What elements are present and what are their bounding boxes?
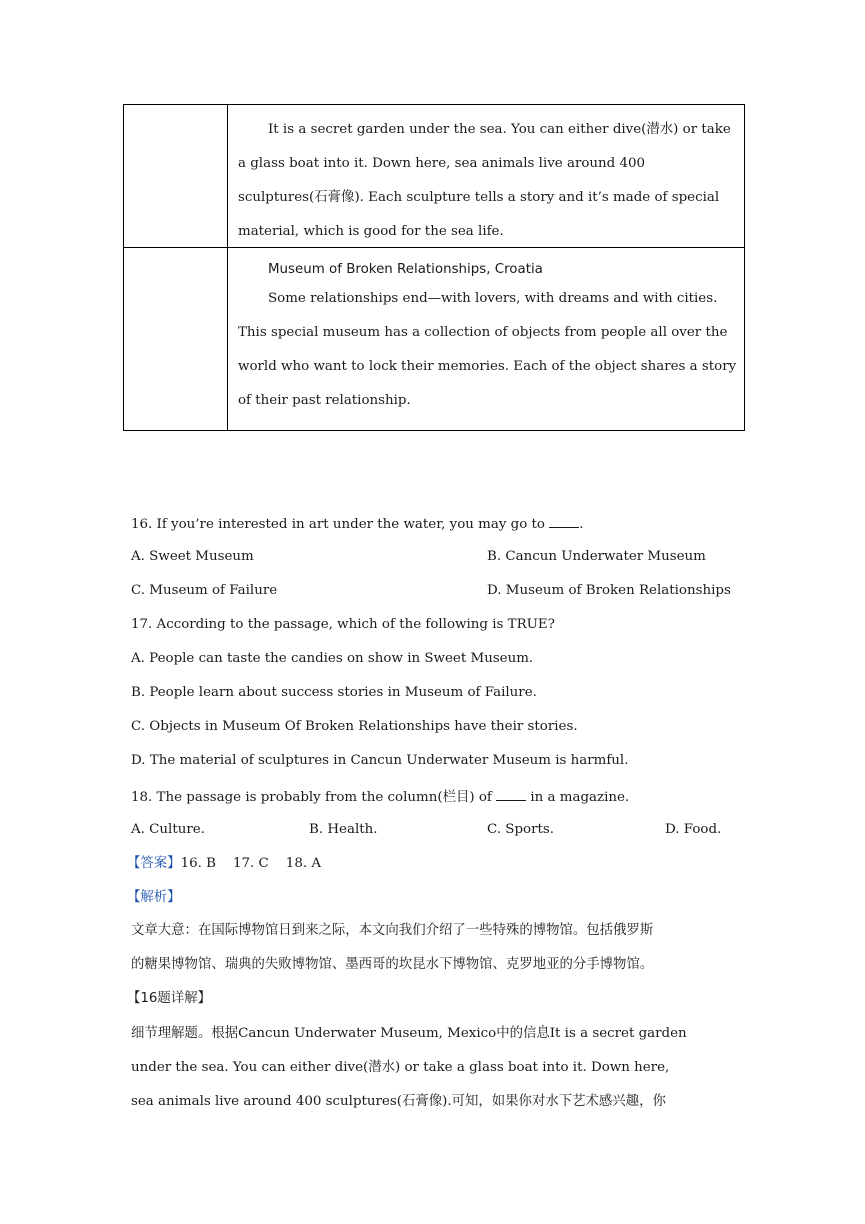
answer-values: 16. B 17. C 18. A [180,856,322,871]
table-cell [228,248,745,431]
option-18-d: D. Food. [665,822,722,837]
question-18-stem [131,786,741,808]
option-17-d: D. The material of sculptures in Cancun Underwater Museum is harmful. [131,753,629,768]
table-row [124,105,745,248]
question-text: 18. The passage is probably from the column(栏目) of [131,790,497,805]
question-text: 16. If you’re interested in art under the water, you may go to [131,517,550,532]
question-16-stem [131,513,741,535]
answer-line [127,854,737,874]
answer-blank [549,513,579,528]
summary-line: 文章大意：在国际博物馆日到来之际，本文向我们介绍了一些特殊的博物馆。包括俄罗斯 [131,923,654,938]
option-17-c: C. Objects in Museum Of Broken Relationships have their stories. [131,719,578,734]
option-18-a: A. Culture. [131,822,205,837]
option-16-d: D. Museum of Broken Relationships [487,583,731,598]
option-18-b: B. Health. [309,822,378,837]
question-text: in a magazine. [526,790,630,805]
answer-blank [496,786,526,801]
option-17-b: B. People learn about success stories in Museum of Failure. [131,685,537,700]
passage-broken-relationships [228,248,744,430]
answer-tag: 【答案】 [127,856,181,871]
detail-line: sea animals live around 400 sculptures(石膏像).可知，如果你对水下艺术感兴趣，你 [131,1094,666,1109]
detail-line: 细节理解题。根据Cancun Underwater Museum, Mexico中的信息It is a secret garden [131,1026,687,1041]
table-cell-empty [124,248,228,431]
option-18-c: C. Sports. [487,822,554,837]
table-row [124,248,745,431]
passage-text: It is a secret garden under the sea. You can either dive(潜水) or take a glass boat into it. Down here, sea animals live around 400 sculptures(石膏像). Each sculpture tells a story and it’s made of special material, which is good for the sea life. [238,122,731,239]
summary-line: 的糖果博物馆、瑞典的失败博物馆、墨西哥的坎昆水下博物馆、克罗地亚的分手博物馆。 [131,957,654,972]
passage-table [123,104,745,431]
option-17-a: A. People can taste the candies on show in Sweet Museum. [131,651,534,666]
question-text: . [579,517,584,532]
passage-title: Museum of Broken Relationships, Croatia [268,262,543,277]
table-cell-empty [124,105,228,248]
passage-text: Some relationships end—with lovers, with dreams and with cities. This special museum has a collection of objects from people all over the world who want to lock their memories. Each of the object shares a story of their past relationship. [238,291,737,408]
passage-underwater-museum [228,105,744,247]
question-17-stem: 17. According to the passage, which of the following is TRUE? [131,617,555,632]
option-16-a: A. Sweet Museum [131,549,254,564]
table-cell [228,105,745,248]
analysis-tag: 【解析】 [127,890,181,905]
detail-line: under the sea. You can either dive(潜水) or take a glass boat into it. Down here, [131,1060,670,1075]
detail-tag: 【16题详解】 [127,991,211,1006]
option-16-c: C. Museum of Failure [131,583,278,598]
option-16-b: B. Cancun Underwater Museum [487,549,706,564]
